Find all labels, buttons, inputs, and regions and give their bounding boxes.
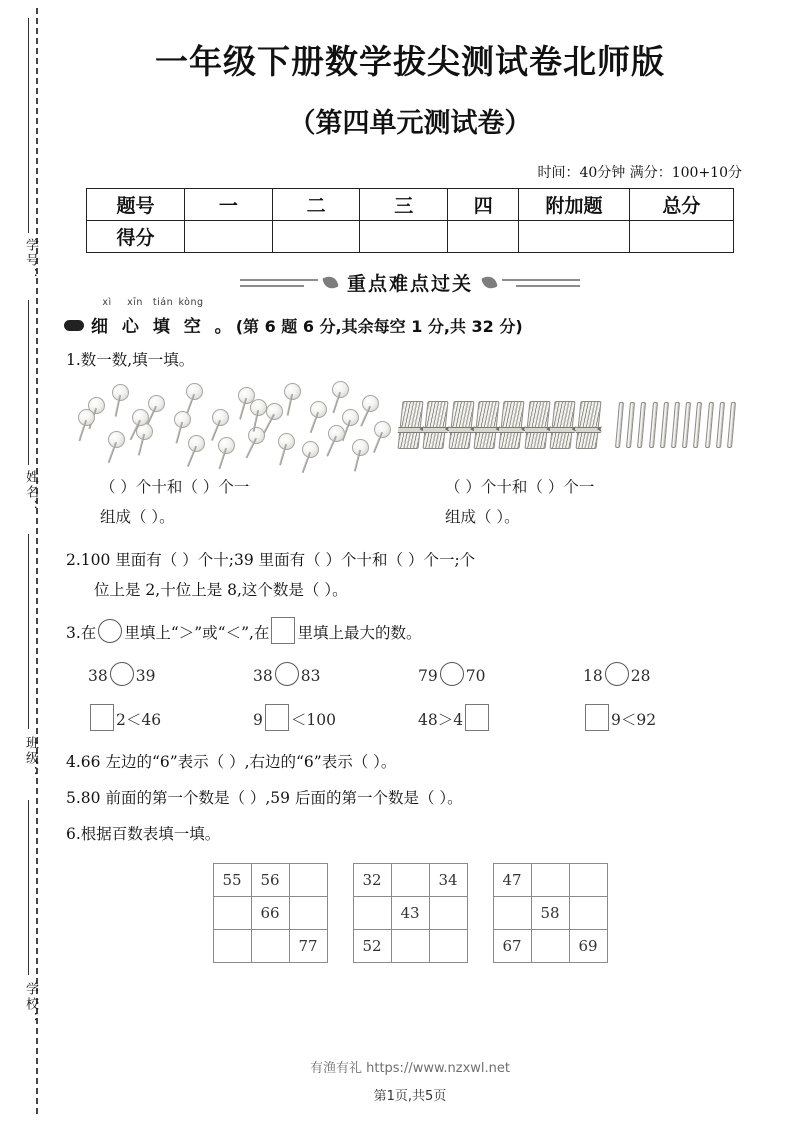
grid1-r2c2[interactable]: 66	[251, 897, 289, 930]
single-stick-icon	[727, 402, 736, 448]
question-3-lead-c: 里填上最大的数。	[297, 624, 422, 642]
single-stick-icon	[704, 402, 713, 448]
score-cell-extra[interactable]	[519, 221, 629, 253]
page-edge-dashed-line	[36, 8, 38, 1114]
score-table-col-3: 三	[360, 189, 448, 221]
table-row	[493, 864, 607, 897]
box-item-3	[418, 704, 583, 731]
question-5-text[interactable]: 80 前面的第一个数是（ ）,59 后面的第一个数是（ ）。	[80, 789, 463, 807]
score-table	[86, 188, 734, 253]
compare-left-4: 18	[583, 667, 603, 685]
question-1-illustration	[60, 379, 760, 471]
page-title: 一年级下册数学拔尖测试卷北师版	[155, 42, 665, 81]
margin-label-name: 姓名：	[23, 470, 38, 515]
box-item-2-after: ＜100	[290, 711, 336, 729]
grid3-r1c1[interactable]: 47	[493, 864, 531, 897]
box-blank-icon[interactable]	[465, 704, 489, 731]
leaf-ornament-icon	[322, 274, 339, 291]
stick-bundle-icon	[476, 401, 497, 449]
score-table-col-2: 二	[272, 189, 360, 221]
question-3-number: 3.	[66, 624, 81, 642]
table-row	[213, 864, 327, 897]
margin-label-class: 班级：	[23, 736, 38, 781]
box-item-1	[88, 704, 253, 731]
pinyin-3: tián	[152, 297, 174, 308]
banner-title: 重点难点过关	[346, 273, 473, 295]
grid2-r3c3[interactable]	[429, 930, 467, 963]
q1-left-blank-line-1[interactable]: （ ）个十和（ ）个一	[100, 478, 250, 496]
grid2-r3c2[interactable]	[391, 930, 429, 963]
grid3-r2c3[interactable]	[569, 897, 607, 930]
compare-right-2: 83	[300, 667, 321, 685]
compare-pair-4	[583, 662, 748, 686]
table-row	[213, 897, 327, 930]
grid2-r1c1[interactable]: 32	[353, 864, 391, 897]
single-stick-icon	[626, 402, 635, 448]
worksheet-page	[60, 0, 760, 1122]
grid3-r2c2[interactable]: 58	[531, 897, 569, 930]
score-table-col-4: 四	[448, 189, 519, 221]
compare-right-3: 70	[465, 667, 486, 685]
single-stick-icon	[682, 402, 691, 448]
stick-bundle-icon	[552, 401, 573, 449]
question-1-prompt: 数一数,填一填。	[80, 351, 195, 369]
circle-blank-icon[interactable]	[605, 662, 629, 686]
table-row	[353, 864, 467, 897]
q1-right-blank-line-2[interactable]: 组成（ ）。	[445, 508, 520, 526]
question-1-answer-lines-row2	[60, 503, 760, 531]
single-stick-icon	[716, 402, 725, 448]
score-table-row-label-score: 得分	[87, 221, 185, 253]
footer-page-number: 第1页,共5页	[373, 1089, 447, 1104]
stick-bundle-icon	[578, 401, 599, 449]
single-stick-icon	[660, 402, 669, 448]
circle-blank-icon[interactable]	[98, 619, 122, 643]
compare-right-1: 39	[135, 667, 156, 685]
table-row	[213, 930, 327, 963]
grid1-r3c1[interactable]	[213, 930, 251, 963]
question-4-number: 4.	[66, 753, 81, 771]
section-heading	[60, 297, 760, 337]
score-table-col-extra: 附加题	[519, 189, 629, 221]
question-1-answer-lines-row1	[60, 473, 760, 501]
table-row	[87, 189, 734, 221]
margin-rule-1	[28, 18, 29, 233]
score-table-col-total: 总分	[629, 189, 733, 221]
leaf-ornament-icon	[481, 274, 498, 291]
box-blank-icon[interactable]	[265, 704, 289, 731]
question-3-lead-b: 里填上“＞”或“＜”,在	[124, 624, 270, 642]
grid2-r3c1[interactable]: 52	[353, 930, 391, 963]
section-pinyin	[93, 297, 205, 308]
question-6-number: 6.	[66, 825, 81, 843]
box-item-3-before: 48＞4	[418, 711, 464, 729]
question-6-text: 根据百数表填一填。	[80, 825, 221, 843]
question-4	[60, 747, 760, 777]
box-item-2-before: 9	[253, 711, 263, 729]
grid1-r3c3[interactable]: 77	[289, 930, 327, 963]
stick-bundle-icon	[425, 401, 446, 449]
box-item-4-after: 9＜92	[611, 711, 657, 729]
margin-rule-2	[28, 300, 29, 465]
score-cell-4[interactable]	[448, 221, 519, 253]
question-2-number: 2.	[66, 551, 81, 569]
table-row	[353, 930, 467, 963]
compare-left-2: 38	[253, 667, 273, 685]
score-cell-3[interactable]	[360, 221, 448, 253]
section-title: 细 心 填 空 。	[91, 317, 236, 337]
question-3-lead-a: 在	[80, 624, 97, 642]
score-cell-total[interactable]	[629, 221, 733, 253]
grid3-r3c2[interactable]	[531, 930, 569, 963]
question-6	[60, 819, 760, 849]
page-subtitle: （第四单元测试卷）	[288, 108, 532, 139]
section-bullet-icon	[64, 320, 84, 331]
pinyin-1: xì	[102, 297, 112, 308]
box-item-1-after: 2＜46	[116, 711, 162, 729]
single-stick-icon	[693, 402, 702, 448]
box-blank-icon[interactable]	[271, 617, 295, 644]
question-3-compare-row	[60, 662, 760, 686]
single-stick-icon	[649, 402, 658, 448]
table-row	[493, 930, 607, 963]
grid2-r2c1[interactable]	[353, 897, 391, 930]
question-1-text	[60, 345, 760, 375]
grid1-r1c2[interactable]: 56	[251, 864, 289, 897]
question-5-number: 5.	[66, 789, 81, 807]
circle-blank-icon[interactable]	[110, 662, 134, 686]
stick-bundle-icon	[400, 401, 421, 449]
question-2	[60, 545, 760, 605]
box-blank-icon[interactable]	[90, 704, 114, 731]
stick-bundle-icon	[501, 401, 522, 449]
grid3-r3c3[interactable]: 69	[569, 930, 607, 963]
compare-pair-2	[253, 662, 418, 686]
box-item-2	[253, 704, 418, 731]
margin-rule-3	[28, 534, 29, 729]
compare-pair-3	[418, 662, 583, 686]
score-cell-1[interactable]	[185, 221, 273, 253]
stick-bundle-icon	[527, 401, 548, 449]
pinyin-4: kòng	[178, 297, 204, 308]
exam-meta-info: 时间：40分钟 满分：100+10分	[537, 165, 742, 181]
grid3-r2c1[interactable]	[493, 897, 531, 930]
grid3-r3c1[interactable]: 67	[493, 930, 531, 963]
grid2-r2c2[interactable]: 43	[391, 897, 429, 930]
question-5	[60, 783, 760, 813]
question-1-number: 1.	[66, 351, 81, 369]
section-banner	[60, 269, 760, 296]
compare-left-1: 38	[88, 667, 108, 685]
grid3-r1c3[interactable]	[569, 864, 607, 897]
margin-label-student-id: 学号：	[23, 238, 38, 283]
box-blank-icon[interactable]	[585, 704, 609, 731]
hundred-grid-1	[213, 863, 328, 963]
page-footer	[60, 1057, 760, 1104]
q1-left-blank-line-2[interactable]: 组成（ ）。	[100, 508, 175, 526]
grid3-r1c2[interactable]	[531, 864, 569, 897]
table-row	[493, 897, 607, 930]
hundred-grid-2	[353, 863, 468, 963]
grid1-r1c1[interactable]: 55	[213, 864, 251, 897]
grid1-r2c1[interactable]	[213, 897, 251, 930]
pinyin-2: xīn	[127, 297, 143, 308]
question-4-text[interactable]: 66 左边的“6”表示（ ）,右边的“6”表示（ ）。	[80, 753, 397, 771]
circle-blank-icon[interactable]	[275, 662, 299, 686]
sticks-group	[400, 379, 740, 471]
single-stick-icon	[615, 402, 624, 448]
hundred-grid-3	[493, 863, 608, 963]
banner-line-left	[240, 278, 318, 288]
section-points: (第 6 题 6 分,其余每空 1 分,共 32 分)	[235, 317, 523, 336]
grid2-r2c3[interactable]	[429, 897, 467, 930]
box-item-4	[583, 704, 748, 731]
footer-site-url: 有渔有礼 https://www.nzxwl.net	[309, 1061, 511, 1076]
q1-right-blank-line-1[interactable]: （ ）个十和（ ）个一	[445, 478, 595, 496]
question-2-line-2[interactable]: 位上是 2,十位上是 8,这个数是（ ）。	[94, 581, 348, 599]
single-stick-icon	[637, 402, 646, 448]
question-3-box-row	[60, 704, 760, 731]
circle-blank-icon[interactable]	[440, 662, 464, 686]
score-cell-2[interactable]	[272, 221, 360, 253]
score-table-row-label: 题号	[87, 189, 185, 221]
table-row	[87, 221, 734, 253]
grid1-r3c2[interactable]	[251, 930, 289, 963]
table-row	[353, 897, 467, 930]
grid1-r2c3[interactable]	[289, 897, 327, 930]
banner-line-right	[502, 278, 580, 288]
compare-left-3: 79	[418, 667, 438, 685]
cotton-swab-group	[70, 379, 400, 471]
question-2-line-1[interactable]: 100 里面有（ ）个十;39 里面有（ ）个十和（ ）个一;个	[80, 551, 476, 569]
single-stick-icon	[671, 402, 680, 448]
margin-label-school: 学校：	[23, 982, 38, 1027]
question-3	[60, 617, 760, 648]
grid2-r1c3[interactable]: 34	[429, 864, 467, 897]
compare-pair-1	[88, 662, 253, 686]
stick-bundle-icon	[451, 401, 472, 449]
hundred-chart-grids	[60, 863, 760, 963]
grid1-r1c3[interactable]	[289, 864, 327, 897]
margin-rule-4	[28, 800, 29, 975]
grid2-r1c2[interactable]	[391, 864, 429, 897]
score-table-col-1: 一	[185, 189, 273, 221]
compare-right-4: 28	[630, 667, 651, 685]
